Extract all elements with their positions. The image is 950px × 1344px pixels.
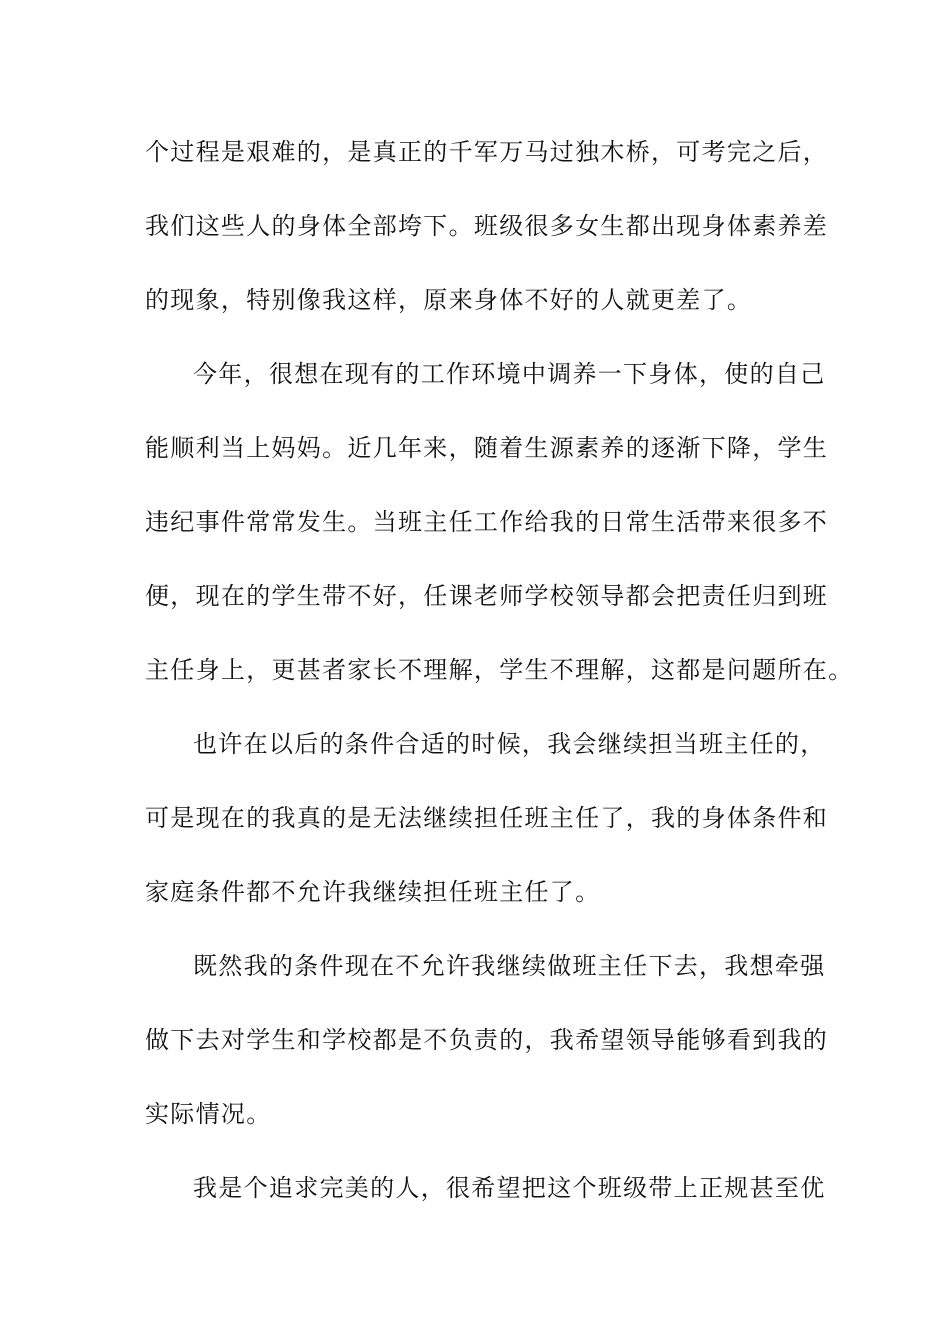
text-line: 实际情况。 (145, 1100, 272, 1128)
text-line: 做下去对学生和学校都是不负责的，我希望领导能够看到我的 (145, 1026, 829, 1054)
text-line: 违纪事件常常发生。当班主任工作给我的日常生活带来很多不 (145, 508, 829, 536)
text-line: 便，现在的学生带不好，任课老师学校领导都会把责任归到班 (145, 582, 829, 610)
paragraph-first-line: 既然我的条件现在不允许我继续做班主任下去，我想牵强 (193, 952, 826, 980)
text-line: 家庭条件都不允许我继续担任班主任了。 (145, 878, 601, 906)
text-line: 能顺利当上妈妈。近几年来，随着生源素养的逐渐下降，学生 (145, 434, 829, 462)
paragraph-first-line: 今年，很想在现有的工作环境中调养一下身体，使的自己 (193, 360, 826, 388)
text-line: 个过程是艰难的，是真正的千军万马过独木桥，可考完之后， (145, 138, 829, 166)
document-body (145, 132, 854, 1242)
text-line: 我们这些人的身体全部垮下。班级很多女生都出现身体素养差 (145, 212, 829, 240)
paragraph-first-line: 我是个追求完美的人，很希望把这个班级带上正规甚至优 (193, 1174, 826, 1202)
paragraph-first-line: 也许在以后的条件合适的时候，我会继续担当班主任的， (193, 730, 826, 758)
text-line: 的现象，特别像我这样，原来身体不好的人就更差了。 (145, 286, 753, 314)
text-line: 可是现在的我真的是无法继续担任班主任了，我的身体条件和 (145, 804, 829, 832)
text-line: 主任身上，更甚者家长不理解，学生不理解，这都是问题所在。 (145, 656, 854, 684)
